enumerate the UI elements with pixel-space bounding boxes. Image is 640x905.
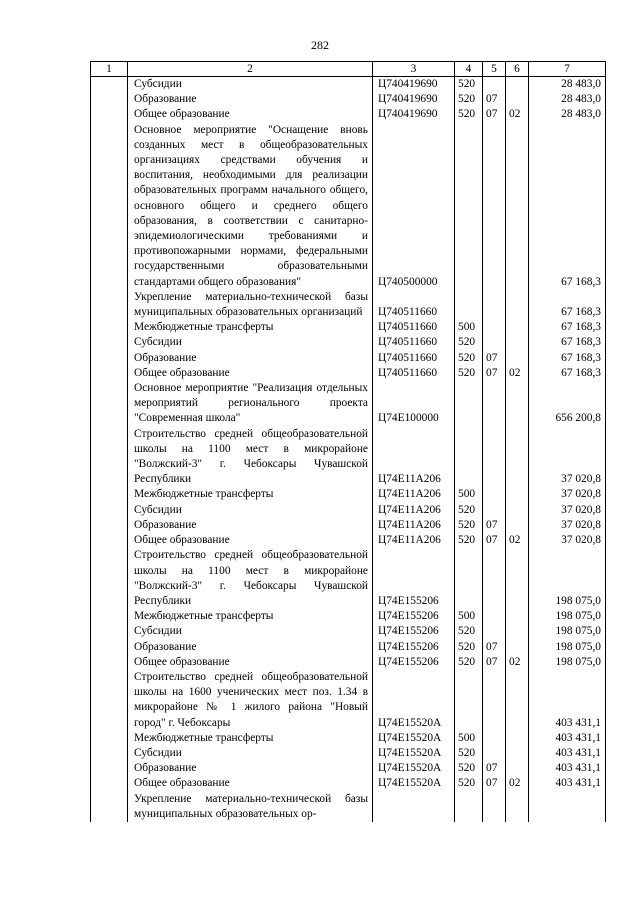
cell-item-name: Межбюджетные трансферты: [128, 320, 373, 335]
cell-subsection: [506, 548, 529, 609]
cell-subsection: [506, 518, 529, 533]
cell-section: [483, 335, 506, 350]
cell-item-name: Общее образование: [128, 655, 373, 670]
cell-expense-type: 520: [455, 533, 483, 548]
cell-amount: 403 431,1: [529, 731, 606, 746]
cell-target-code: Ц74Е11А206: [373, 427, 455, 488]
cell-section: 07: [483, 107, 506, 122]
cell-expense-type: [455, 381, 483, 427]
cell-amount: 37 020,8: [529, 427, 606, 488]
header-col-1: 1: [91, 62, 128, 77]
table-row: [91, 77, 606, 93]
cell-item-name: Образование: [128, 351, 373, 366]
cell-section: 07: [483, 92, 506, 107]
cell-col-1: [91, 792, 128, 822]
table-row: [91, 518, 606, 533]
cell-expense-type: 500: [455, 487, 483, 502]
cell-target-code: Ц74Е15520А: [373, 761, 455, 776]
cell-amount: 67 168,3: [529, 366, 606, 381]
cell-col-1: [91, 487, 128, 502]
cell-target-code: Ц740500000: [373, 123, 455, 290]
cell-col-1: [91, 640, 128, 655]
cell-expense-type: 520: [455, 77, 483, 93]
cell-amount: 28 483,0: [529, 77, 606, 93]
cell-amount: 37 020,8: [529, 518, 606, 533]
cell-expense-type: 520: [455, 761, 483, 776]
cell-target-code: Ц74Е155206: [373, 548, 455, 609]
cell-subsection: 02: [506, 655, 529, 670]
cell-expense-type: [455, 123, 483, 290]
cell-amount: 67 168,3: [529, 351, 606, 366]
cell-target-code: Ц740511660: [373, 290, 455, 320]
cell-col-1: [91, 776, 128, 791]
cell-expense-type: 520: [455, 518, 483, 533]
cell-expense-type: 520: [455, 366, 483, 381]
cell-target-code: Ц74Е11А206: [373, 518, 455, 533]
cell-col-1: [91, 533, 128, 548]
cell-col-1: [91, 609, 128, 624]
cell-target-code: Ц74Е15520А: [373, 731, 455, 746]
cell-item-name: Образование: [128, 518, 373, 533]
cell-item-name: Образование: [128, 761, 373, 776]
cell-expense-type: [455, 792, 483, 822]
cell-subsection: 02: [506, 776, 529, 791]
cell-subsection: [506, 761, 529, 776]
table-row: [91, 533, 606, 548]
cell-col-1: [91, 381, 128, 427]
cell-amount: 67 168,3: [529, 123, 606, 290]
cell-subsection: [506, 351, 529, 366]
cell-item-name: Основное мероприятие "Реализация отдельных мероприятий регионального проекта "Современная школа": [128, 381, 373, 427]
cell-target-code: Ц740511660: [373, 351, 455, 366]
cell-expense-type: 520: [455, 503, 483, 518]
cell-expense-type: 520: [455, 640, 483, 655]
cell-expense-type: 500: [455, 609, 483, 624]
cell-item-name: Субсидии: [128, 335, 373, 350]
cell-item-name: Общее образование: [128, 366, 373, 381]
cell-subsection: [506, 335, 529, 350]
cell-subsection: [506, 624, 529, 639]
budget-table: [90, 61, 606, 822]
cell-amount: 37 020,8: [529, 533, 606, 548]
table-row: [91, 792, 606, 822]
cell-subsection: [506, 290, 529, 320]
cell-section: 07: [483, 533, 506, 548]
header-col-7: 7: [529, 62, 606, 77]
cell-col-1: [91, 624, 128, 639]
cell-item-name: Субсидии: [128, 624, 373, 639]
cell-amount: 198 075,0: [529, 609, 606, 624]
table-row: [91, 351, 606, 366]
cell-target-code: Ц74Е100000: [373, 381, 455, 427]
header-col-3: 3: [373, 62, 455, 77]
cell-subsection: [506, 320, 529, 335]
cell-section: [483, 427, 506, 488]
cell-subsection: [506, 427, 529, 488]
cell-section: [483, 609, 506, 624]
page-number: 282: [311, 38, 329, 52]
cell-subsection: [506, 123, 529, 290]
cell-amount: 403 431,1: [529, 670, 606, 731]
cell-section: 07: [483, 640, 506, 655]
table-row: [91, 776, 606, 791]
cell-amount: 67 168,3: [529, 335, 606, 350]
cell-item-name: Субсидии: [128, 503, 373, 518]
table-row: [91, 366, 606, 381]
cell-amount: [529, 792, 606, 822]
cell-col-1: [91, 107, 128, 122]
table-row: [91, 381, 606, 427]
cell-subsection: [506, 487, 529, 502]
cell-col-1: [91, 335, 128, 350]
cell-target-code: Ц74Е155206: [373, 609, 455, 624]
cell-subsection: [506, 640, 529, 655]
cell-item-name: Общее образование: [128, 107, 373, 122]
cell-target-code: Ц740419690: [373, 107, 455, 122]
cell-expense-type: 520: [455, 746, 483, 761]
cell-section: [483, 381, 506, 427]
cell-amount: 67 168,3: [529, 290, 606, 320]
header-row: [91, 62, 606, 77]
cell-item-name: Межбюджетные трансферты: [128, 487, 373, 502]
cell-col-1: [91, 518, 128, 533]
cell-target-code: Ц74Е15520А: [373, 776, 455, 791]
table-row: [91, 761, 606, 776]
cell-target-code: Ц740419690: [373, 77, 455, 93]
cell-section: 07: [483, 655, 506, 670]
cell-amount: 37 020,8: [529, 487, 606, 502]
cell-subsection: [506, 731, 529, 746]
cell-item-name: Укрепление материально-технической базы муниципальных образовательных организаций: [128, 290, 373, 320]
cell-col-1: [91, 746, 128, 761]
table-row: [91, 320, 606, 335]
table-row: [91, 92, 606, 107]
cell-col-1: [91, 548, 128, 609]
table-row: [91, 670, 606, 731]
cell-amount: 198 075,0: [529, 640, 606, 655]
cell-col-1: [91, 655, 128, 670]
cell-section: [483, 487, 506, 502]
cell-section: [483, 731, 506, 746]
cell-item-name: Субсидии: [128, 77, 373, 93]
cell-item-name: Основное мероприятие "Оснащение вновь созданных мест в общеобразовательных организациях средствами обучения и воспитания, необходимыми для реализации образовательных программ начального общего, основного общего и среднего общего образования, в соответствии с санитарно-эпидемиологическими требованиями и противопожарными нормами, федеральными государственными образовательными стандартами общего образования": [128, 123, 373, 290]
cell-target-code: Ц74Е155206: [373, 655, 455, 670]
cell-section: [483, 746, 506, 761]
cell-item-name: Строительство средней общеобразовательной школы на 1600 ученических мест поз. 1.34 в микрорайоне № 1 жилого района "Новый город" г. Чебоксары: [128, 670, 373, 731]
cell-col-1: [91, 123, 128, 290]
table-row: [91, 290, 606, 320]
cell-section: [483, 320, 506, 335]
cell-item-name: Субсидии: [128, 746, 373, 761]
table-row: [91, 123, 606, 290]
cell-amount: 28 483,0: [529, 107, 606, 122]
table-row: [91, 640, 606, 655]
cell-section: [483, 670, 506, 731]
cell-subsection: 02: [506, 533, 529, 548]
table-header: [91, 62, 606, 77]
cell-expense-type: [455, 427, 483, 488]
cell-section: 07: [483, 518, 506, 533]
header-col-4: 4: [455, 62, 483, 77]
table-row: [91, 487, 606, 502]
cell-item-name: Укрепление материально-технической базы муниципальных образовательных ор-: [128, 792, 373, 822]
table-body: [91, 77, 606, 822]
cell-item-name: Строительство средней общеобразовательной школы на 1100 мест в микрорайоне "Волжский-3" г. Чебоксары Чувашской Республики: [128, 548, 373, 609]
cell-expense-type: 520: [455, 107, 483, 122]
cell-expense-type: 520: [455, 92, 483, 107]
cell-subsection: [506, 503, 529, 518]
cell-col-1: [91, 290, 128, 320]
cell-target-code: Ц740511660: [373, 335, 455, 350]
cell-section: [483, 548, 506, 609]
cell-section: [483, 624, 506, 639]
cell-section: [483, 290, 506, 320]
cell-amount: 198 075,0: [529, 548, 606, 609]
cell-target-code: Ц74Е155206: [373, 624, 455, 639]
cell-amount: 403 431,1: [529, 776, 606, 791]
cell-subsection: [506, 609, 529, 624]
cell-target-code: Ц740511660: [373, 320, 455, 335]
header-col-6: 6: [506, 62, 529, 77]
cell-item-name: Общее образование: [128, 533, 373, 548]
cell-col-1: [91, 92, 128, 107]
cell-subsection: [506, 670, 529, 731]
cell-expense-type: 520: [455, 624, 483, 639]
cell-subsection: 02: [506, 107, 529, 122]
table-row: [91, 746, 606, 761]
table-row: [91, 427, 606, 488]
table-row: [91, 624, 606, 639]
cell-section: [483, 503, 506, 518]
cell-section: 07: [483, 776, 506, 791]
cell-amount: 656 200,8: [529, 381, 606, 427]
header-col-2: 2: [128, 62, 373, 77]
cell-subsection: [506, 746, 529, 761]
cell-item-name: Межбюджетные трансферты: [128, 731, 373, 746]
cell-expense-type: [455, 290, 483, 320]
cell-expense-type: 500: [455, 731, 483, 746]
table-row: [91, 335, 606, 350]
table-row: [91, 655, 606, 670]
cell-col-1: [91, 320, 128, 335]
cell-section: 07: [483, 351, 506, 366]
cell-target-code: Ц740511660: [373, 366, 455, 381]
cell-subsection: [506, 92, 529, 107]
cell-expense-type: [455, 548, 483, 609]
cell-section: 07: [483, 366, 506, 381]
cell-item-name: Образование: [128, 640, 373, 655]
cell-amount: 198 075,0: [529, 624, 606, 639]
table-row: [91, 503, 606, 518]
cell-target-code: Ц74Е15520А: [373, 670, 455, 731]
cell-amount: 37 020,8: [529, 503, 606, 518]
cell-target-code: Ц74Е11А206: [373, 533, 455, 548]
cell-item-name: Общее образование: [128, 776, 373, 791]
cell-col-1: [91, 503, 128, 518]
table-row: [91, 609, 606, 624]
cell-amount: 403 431,1: [529, 746, 606, 761]
cell-amount: 403 431,1: [529, 761, 606, 776]
cell-section: [483, 77, 506, 93]
cell-expense-type: 520: [455, 655, 483, 670]
table-row: [91, 548, 606, 609]
cell-expense-type: 500: [455, 320, 483, 335]
cell-col-1: [91, 427, 128, 488]
cell-section: 07: [483, 761, 506, 776]
cell-target-code: Ц740419690: [373, 92, 455, 107]
cell-expense-type: 520: [455, 335, 483, 350]
cell-col-1: [91, 77, 128, 93]
cell-amount: 198 075,0: [529, 655, 606, 670]
cell-expense-type: [455, 670, 483, 731]
cell-col-1: [91, 670, 128, 731]
cell-section: [483, 123, 506, 290]
cell-target-code: [373, 792, 455, 822]
cell-col-1: [91, 731, 128, 746]
cell-expense-type: 520: [455, 351, 483, 366]
table-row: [91, 107, 606, 122]
header-col-5: 5: [483, 62, 506, 77]
table-row: [91, 731, 606, 746]
cell-amount: 67 168,3: [529, 320, 606, 335]
cell-subsection: 02: [506, 366, 529, 381]
cell-item-name: Строительство средней общеобразовательной школы на 1100 мест в микрорайоне "Волжский-3" г. Чебоксары Чувашской Республики: [128, 427, 373, 488]
cell-col-1: [91, 351, 128, 366]
cell-target-code: Ц74Е155206: [373, 640, 455, 655]
cell-target-code: Ц74Е11А206: [373, 503, 455, 518]
cell-item-name: Образование: [128, 92, 373, 107]
cell-subsection: [506, 792, 529, 822]
cell-subsection: [506, 381, 529, 427]
cell-amount: 28 483,0: [529, 92, 606, 107]
cell-target-code: Ц74Е11А206: [373, 487, 455, 502]
cell-subsection: [506, 77, 529, 93]
cell-expense-type: 520: [455, 776, 483, 791]
cell-target-code: Ц74Е15520А: [373, 746, 455, 761]
cell-section: [483, 792, 506, 822]
cell-col-1: [91, 366, 128, 381]
cell-item-name: Межбюджетные трансферты: [128, 609, 373, 624]
cell-col-1: [91, 761, 128, 776]
